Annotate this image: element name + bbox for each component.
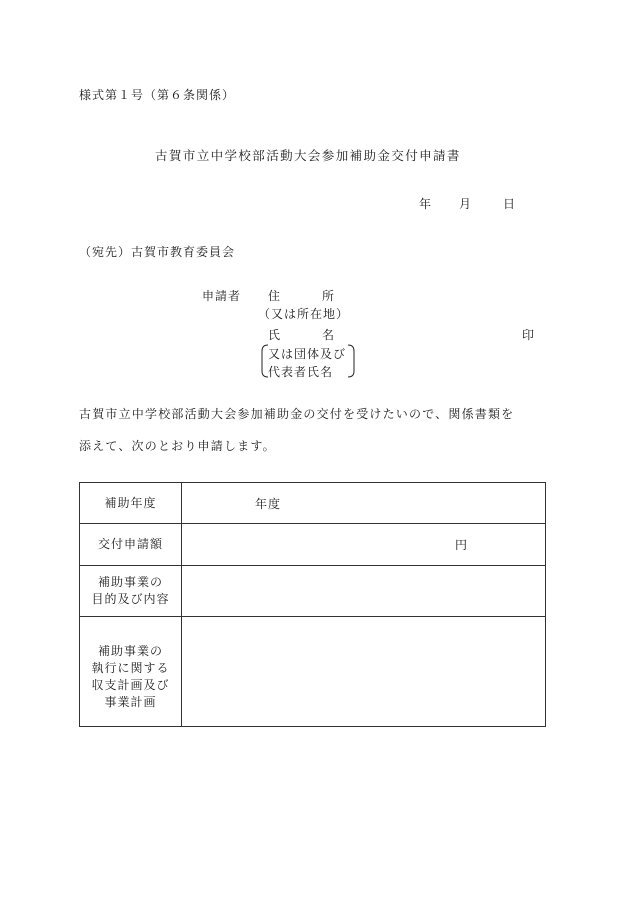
table-row-purpose: [80, 566, 546, 617]
date-year: 年: [419, 197, 432, 211]
seal-mark: 印: [522, 328, 535, 342]
name-char-2: 名: [322, 328, 335, 342]
amount-label: 交付申請額: [80, 524, 182, 566]
purpose-field[interactable]: [182, 566, 546, 617]
plan-label-line-2: 執行に関する: [91, 661, 170, 675]
plan-label-line-3: 収支計画及び: [91, 678, 170, 692]
table-row-fiscal-year: [80, 483, 546, 524]
date-month: 月: [459, 197, 472, 211]
organization-line-1: 又は団体及び: [268, 347, 347, 361]
table-row-plan: [80, 617, 546, 727]
address-char-1: 住: [268, 289, 281, 303]
name-char-1: 氏: [268, 328, 281, 342]
date-day: 日: [503, 197, 516, 211]
fiscal-year-field[interactable]: [182, 483, 546, 524]
organization-line-2: 代表者氏名: [268, 365, 334, 379]
form-number: 様式第１号（第６条関係）: [79, 88, 236, 102]
plan-label-line-1: 補助事業の: [97, 644, 163, 658]
purpose-label-line-1: 補助事業の: [97, 575, 163, 589]
body-text-line-1: 古賀市立中学校部活動大会参加補助金の交付を受けたいので、関係書類を: [79, 407, 515, 421]
date-line: [419, 195, 515, 212]
addressee: （宛先）古賀市教育委員会: [79, 245, 236, 259]
purpose-label: [80, 566, 182, 617]
purpose-label-line-2: 目的及び内容: [91, 592, 170, 606]
address-sub-label: （又は所在地）: [258, 307, 350, 321]
name-label: [268, 326, 334, 343]
plan-label: [80, 617, 182, 727]
address-label: [268, 287, 334, 304]
address-char-2: 所: [322, 289, 335, 303]
fiscal-year-unit: 年度: [255, 496, 282, 511]
body-text-line-2: 添えて、次のとおり申請します。: [79, 439, 276, 453]
plan-label-line-4: 事業計画: [104, 695, 157, 709]
applicant-label: 申請者: [202, 289, 242, 303]
document-title: 古賀市立中学校部活動大会参加補助金交付申請書: [155, 148, 461, 163]
amount-field[interactable]: [182, 524, 546, 566]
application-table: [79, 482, 546, 727]
table-row-amount: [80, 524, 546, 566]
fiscal-year-label: 補助年度: [80, 483, 182, 524]
amount-unit: 円: [454, 538, 468, 552]
plan-field[interactable]: [182, 617, 546, 727]
